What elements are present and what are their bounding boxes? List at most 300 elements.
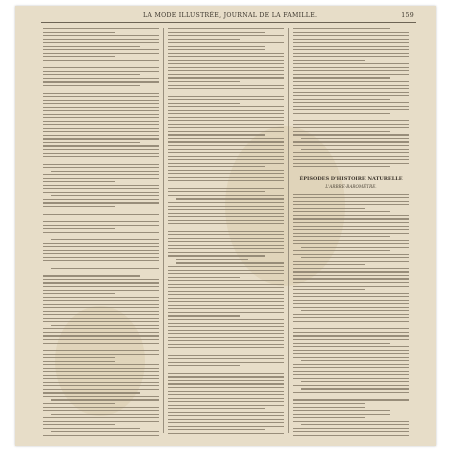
text-line [168,255,265,256]
text-line [168,63,284,64]
newspaper-page [15,6,436,446]
text-line [293,417,365,418]
text-line [168,96,284,97]
text-line [168,117,284,118]
text-line [293,42,409,43]
text-line [168,110,284,111]
text-line [43,375,159,376]
text-line [168,394,284,395]
header-rule [41,22,416,23]
text-line [293,240,409,241]
column-divider [163,28,164,433]
text-line [168,326,284,327]
text-line [301,257,409,258]
text-line [43,257,159,258]
text-line [293,300,409,301]
text-line [43,42,159,43]
text-line [293,28,390,29]
text-line [293,421,409,422]
text-line [43,335,159,336]
text-line [43,421,159,422]
text-line [168,245,284,246]
text-line [168,362,284,363]
text-line [301,149,409,150]
text-line [293,374,409,375]
text-line [168,177,284,178]
text-line [43,392,140,393]
text-line [43,286,159,287]
text-line [293,254,409,255]
text-line [293,49,409,50]
text-line [43,124,159,125]
text-line [168,355,284,356]
text-line [293,63,409,64]
text-line [293,131,390,132]
text-line [168,337,284,338]
text-line [168,39,240,40]
text-line [43,378,159,379]
text-line [293,410,390,411]
text-line [43,424,115,425]
text-line [293,275,409,276]
text-line [43,78,159,79]
text-line [43,107,159,108]
text-line [168,99,284,100]
text-line [43,110,159,111]
text-line [293,271,409,272]
text-line [168,56,284,57]
text-line [293,127,409,128]
text-line [293,95,409,96]
text-line [293,268,409,269]
text-line [43,60,159,61]
text-line [293,250,390,251]
body-text-lines [43,28,159,436]
text-line [43,185,159,186]
text-line [168,49,265,50]
text-line [168,347,284,348]
text-line [43,321,159,322]
text-line [43,174,159,175]
text-line [43,364,159,365]
body-text-lines [293,194,409,436]
text-line [293,403,365,404]
text-line [168,191,265,192]
text-line [168,180,284,181]
text-line [43,343,159,344]
text-line [176,262,284,263]
text-line [43,167,159,168]
text-line [168,266,284,267]
text-line [293,307,409,308]
text-line [43,39,159,40]
text-line [43,260,159,261]
text-line [43,410,159,411]
text-line [168,405,284,406]
text-line [293,194,409,195]
text-line [43,202,159,203]
text-line [43,407,159,408]
text-line [168,88,284,89]
text-line [168,60,284,61]
text-line [293,113,390,114]
text-line [43,188,159,189]
text-line [168,46,265,47]
text-line [168,145,284,146]
text-line [43,228,115,229]
text-line [168,308,284,309]
text-line [168,152,284,153]
text-line [293,353,409,354]
text-line [293,74,409,75]
text-line [293,166,390,167]
text-line [168,383,284,384]
text-line [168,298,284,299]
text-line [43,314,159,315]
text-line [43,164,159,165]
text-line [43,149,159,150]
text-line [293,197,409,198]
running-header [15,12,436,21]
text-line [168,67,284,68]
text-line [43,304,159,305]
text-line [43,253,159,254]
column-1 [43,28,159,436]
page-number: 159 [401,12,414,19]
text-line [168,330,284,331]
text-line [43,145,159,146]
body-text-lines [293,28,409,170]
text-line [168,231,284,232]
text-line [293,229,409,230]
text-line [43,153,159,154]
text-line [43,135,159,136]
text-line [293,282,409,283]
text-line [293,32,409,33]
text-line [43,428,140,429]
text-line [293,332,409,333]
text-line [43,225,159,226]
text-line [168,173,284,174]
text-line [168,315,240,316]
text-line [176,198,284,199]
text-line [43,332,159,333]
text-line [293,407,365,408]
text-line [293,60,365,61]
text-line [293,88,409,89]
text-line [43,131,159,132]
text-line [293,317,409,318]
text-line [293,233,409,234]
text-line [168,103,240,104]
text-line [293,211,390,212]
text-line [293,335,409,336]
text-line [43,142,140,143]
text-line [293,414,390,415]
text-line [293,141,409,142]
text-line [168,333,284,334]
text-line [168,422,284,423]
text-line [51,414,159,415]
text-line [43,117,159,118]
text-line [43,385,159,386]
text-line [168,373,284,374]
text-line [43,350,159,351]
text-line [293,385,409,386]
text-line [293,92,409,93]
text-line [168,156,284,157]
text-line [168,206,284,207]
text-line [43,192,159,193]
text-line [43,417,159,418]
text-line [301,138,409,139]
text-line [168,376,284,377]
text-line [51,239,159,240]
text-line [168,216,284,217]
text-line [293,159,409,160]
text-line [301,424,409,425]
text-line [293,278,409,279]
text-line [293,81,409,82]
text-line [43,396,159,397]
text-line [168,305,284,306]
text-line [293,53,409,54]
text-line [168,209,284,210]
text-line [293,350,409,351]
text-line [43,96,159,97]
text-line [43,403,115,404]
text-line [168,277,240,278]
text-line [293,261,409,262]
text-line [293,39,409,40]
text-line [43,389,159,390]
text-line [51,399,159,400]
text-line [293,208,365,209]
text-line [168,241,284,242]
text-line [301,381,409,382]
text-line [293,145,409,146]
text-line [293,152,409,153]
text-line [168,166,265,167]
text-line [168,35,284,36]
text-line [293,35,409,36]
text-line [168,81,240,82]
text-line [168,401,284,402]
text-line [43,297,159,298]
text-line [293,204,409,205]
text-line [51,195,159,196]
text-line [293,378,409,379]
text-line [43,354,159,355]
text-line [43,74,140,75]
text-line [43,56,115,57]
text-line [43,307,159,308]
text-line [168,280,284,281]
text-line [293,339,409,340]
text-line [168,380,284,381]
text-line [43,93,159,94]
text-line [293,134,409,135]
text-line [168,408,265,409]
text-line [293,328,409,329]
text-line [293,286,409,287]
text-line [168,70,284,71]
text-line [43,243,159,244]
text-line [293,56,409,57]
text-line [51,431,159,432]
text-line [43,290,159,291]
text-line [293,109,409,110]
text-line [43,199,159,200]
text-line [51,171,159,172]
text-line [43,49,159,50]
text-line [168,213,284,214]
text-line [43,232,159,233]
text-line [293,67,409,68]
text-line [293,124,409,125]
text-line [43,293,115,294]
text-line [293,321,409,322]
text-line [168,312,284,313]
text-line [43,246,159,247]
text-line [293,85,409,86]
text-line [43,46,140,47]
text-line [168,138,284,139]
text-line [43,32,115,33]
text-line [168,159,284,160]
text-line [301,247,409,248]
text-line [168,42,284,43]
text-line [293,428,409,429]
text-line [43,368,159,369]
text-line [43,71,159,72]
text-line [168,134,265,135]
text-line [293,156,409,157]
column-2 [168,28,284,436]
text-line [43,339,159,340]
text-line [43,128,159,129]
text-line [293,296,409,297]
text-line [168,106,284,107]
text-line [293,357,409,358]
text-line [168,188,284,189]
text-line [43,178,159,179]
text-line [43,181,115,182]
text-line [293,226,409,227]
text-line [168,223,284,224]
text-line [293,201,409,202]
text-line [43,250,159,251]
body-text-lines [168,28,284,436]
text-line [43,318,159,319]
text-line [168,141,284,142]
text-line [168,358,284,359]
text-line [43,328,159,329]
text-line [168,53,284,54]
text-line [301,310,409,311]
text-line [293,392,409,393]
text-line [293,236,390,237]
text-line [168,419,284,420]
text-line [168,202,284,203]
text-line [168,415,284,416]
text-line [43,53,159,54]
text-line [43,357,115,358]
text-line [43,81,159,82]
text-line [293,243,409,244]
text-line [293,215,409,216]
text-line [168,412,284,413]
text-line [168,113,284,114]
text-line [43,371,159,372]
text-line [43,28,159,29]
text-line [168,294,284,295]
text-line [168,426,284,427]
text-line [168,398,284,399]
text-line [43,156,159,157]
text-line [293,289,365,290]
column-3 [293,28,409,436]
text-line [168,124,284,125]
text-line [43,138,159,139]
text-line [168,429,265,430]
text-line [43,214,159,215]
text-line [168,238,284,239]
text-line [168,234,284,235]
text-line [293,264,365,265]
text-line [168,301,284,302]
text-line [43,311,159,312]
text-line [168,131,284,132]
text-line [301,360,409,361]
text-line [293,371,409,372]
text-line [168,77,284,78]
text-line [168,220,284,221]
text-line [293,222,409,223]
text-line [293,346,409,347]
text-line [43,206,115,207]
text-line [168,287,284,288]
text-line [168,74,284,75]
text-line [293,435,409,436]
text-line [293,46,409,47]
text-line [293,343,390,344]
text-line [293,218,409,219]
text-line [168,344,284,345]
text-line [43,114,159,115]
text-line [168,85,284,86]
text-line [293,431,409,432]
text-line [51,268,159,269]
text-line [168,273,284,274]
text-line [43,382,159,383]
text-line [293,77,390,78]
text-line [43,275,140,276]
text-line [293,106,409,107]
text-line [293,99,390,100]
section-subheading: L'ARBRE-BAROMÈTRE. [325,183,377,189]
text-line [176,259,248,260]
text-line [168,387,284,388]
text-line [43,361,115,362]
text-line [43,221,159,222]
text-line [168,248,284,249]
text-line [43,100,159,101]
text-line [293,102,409,103]
text-line [168,149,284,150]
text-line [168,365,240,366]
text-line [168,195,284,196]
